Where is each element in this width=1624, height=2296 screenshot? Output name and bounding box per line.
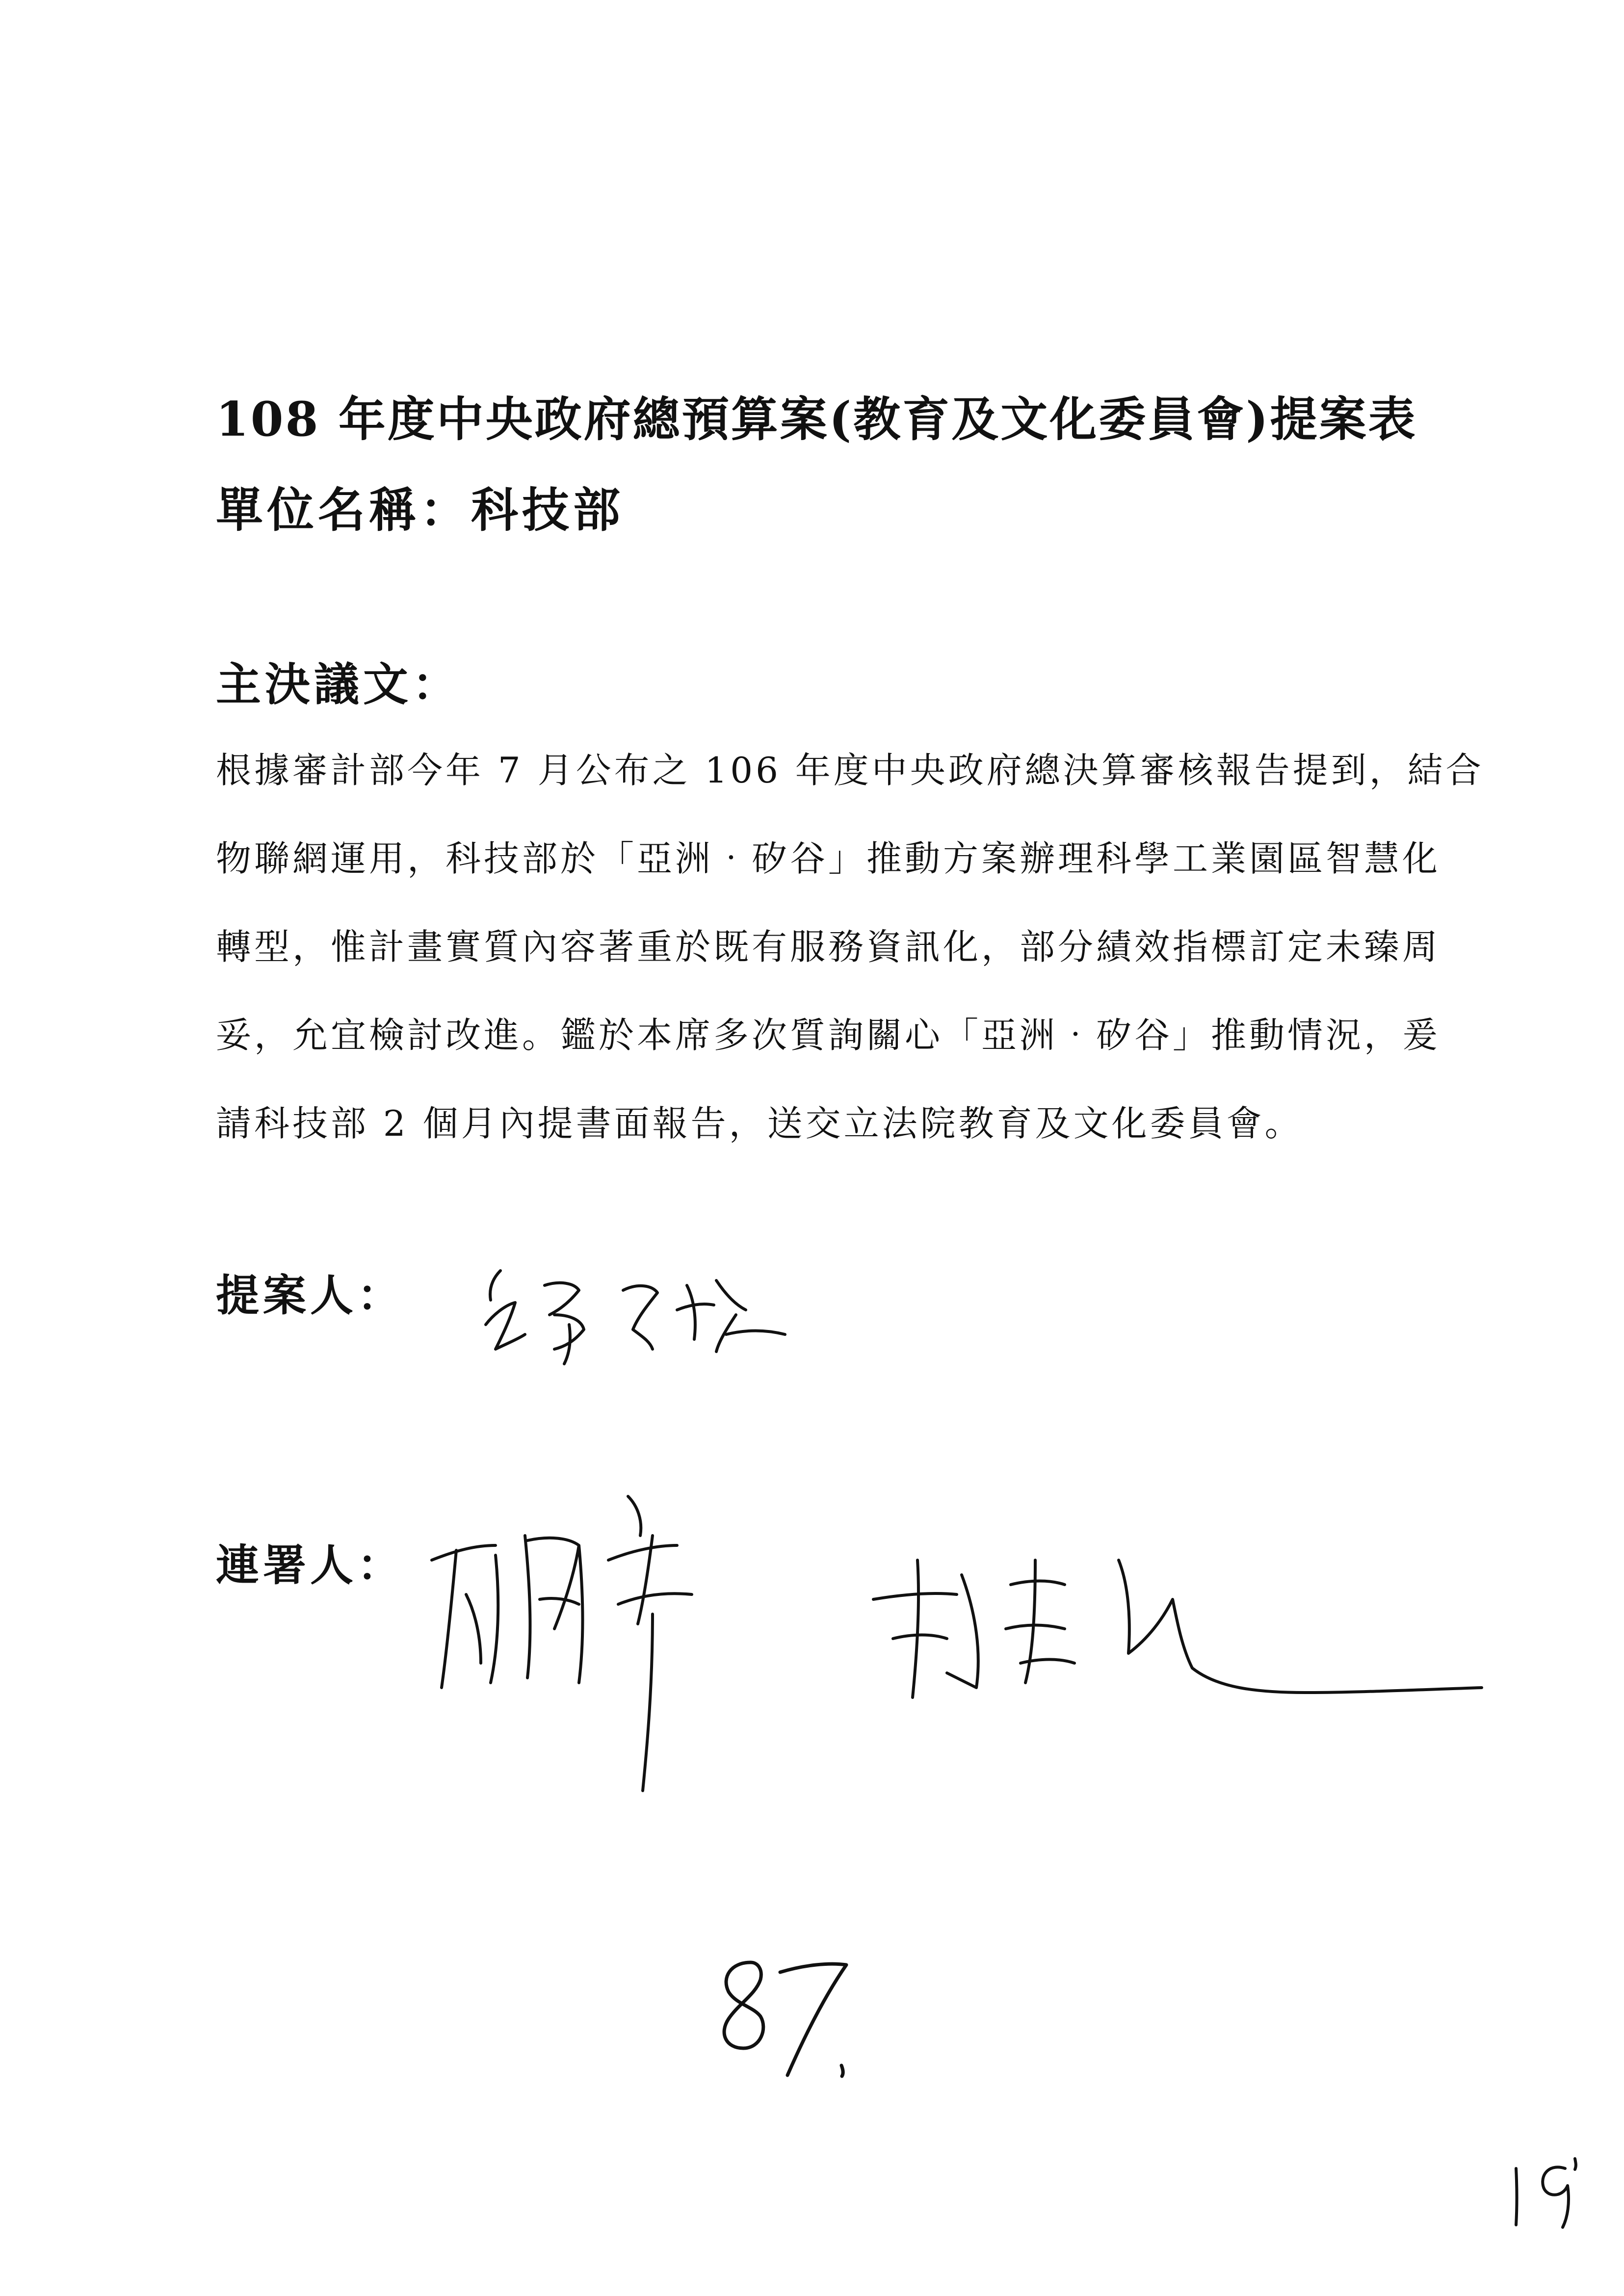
resolution-text	[216, 726, 1484, 1168]
proposer-label: 提案人：	[216, 1270, 405, 1321]
resolution-line: 請科技部 2 個月內提書面報告，送交立法院教育及文化委員會。	[216, 1103, 1303, 1144]
resolution-heading: 主決議文：	[216, 658, 462, 711]
cosigner-signature-2	[864, 1540, 1492, 1737]
handwritten-number	[707, 1943, 864, 2092]
proposer-signature	[471, 1256, 805, 1369]
resolution-line: 根據審計部今年 7 月公布之 106 年度中央政府總決算審核報告提到，結合	[216, 750, 1484, 791]
document-title: 108 年度中央政府總預算案(教育及文化委員會)提案表	[216, 391, 1417, 447]
resolution-line: 妥，允宜檢討改進。鑑於本席多次質詢關心「亞洲‧矽谷」推動情況，爰	[216, 1015, 1441, 1056]
page-number	[1501, 2144, 1590, 2234]
cosigner-label: 連署人：	[216, 1539, 405, 1591]
cosigner-signature-1	[422, 1477, 726, 1800]
resolution-line: 轉型，惟計畫實質內容著重於既有服務資訊化，部分績效指標訂定未臻周	[216, 926, 1441, 967]
unit-name: 單位名稱：科技部	[216, 482, 624, 538]
resolution-line: 物聯網運用，科技部於「亞洲‧矽谷」推動方案辦理科學工業園區智慧化	[216, 838, 1441, 879]
